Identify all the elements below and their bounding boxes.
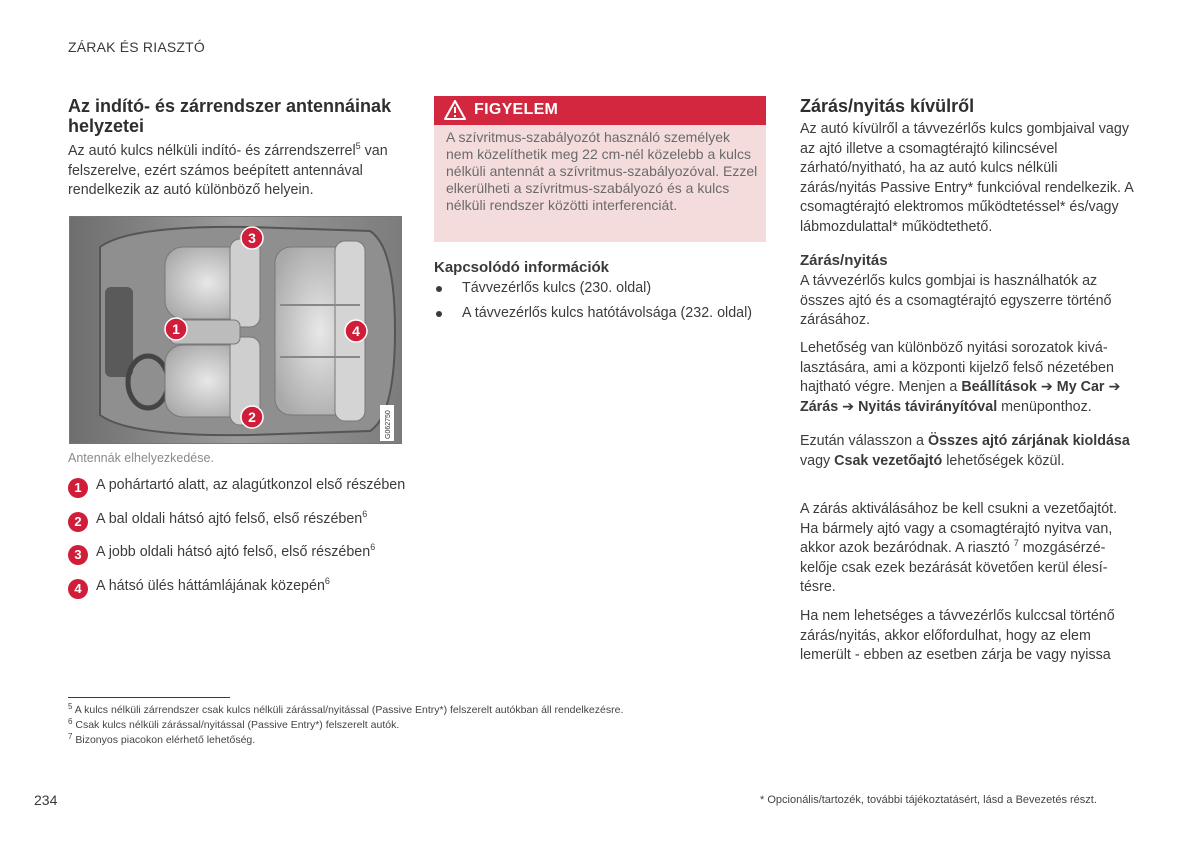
warning-text: A szívritmus-szabályozót használó személyek nem közelíthetik meg 22 cm-nél közelebb a kulcs nélküli antennát a szívritmus-szabályozóval. Ezzel elkerülheti a szívritmus-szabályozó és a kulcs nélküli rendszer közötti interferenciát. [446, 129, 758, 213]
antenna-marker-2 [241, 406, 263, 428]
warning-title: FIGYELEM [474, 101, 559, 118]
antenna-intro-text: Az autó kulcs nélküli indító- és zárrendszerrel$^5$ van felszerelve, ezért számos beépített antennával rendelkezik az autó különböző helyein. [68, 141, 388, 198]
locking-paragraph-5: Ha nem lehetséges a távvezérlős kulccsal történő zárás/nyitás, akkor előfordulhat, hogy az elem lemerült - ebben az esetben zárja be vagy nyissa [800, 608, 1115, 663]
bullet-icon [436, 286, 442, 292]
number-badge: 3 [68, 545, 88, 565]
list-item: 1 A pohártartó alatt, az alagútkonzol első részében [68, 476, 408, 496]
bullet-icon [436, 311, 442, 317]
figure-caption: Antennák elhelyezkedése. [68, 451, 214, 465]
number-badge: 2 [68, 512, 88, 532]
figure-code: G062750 [385, 410, 392, 439]
antenna-marker-1 [165, 318, 187, 340]
locking-subtitle: Zárás/nyitás [800, 252, 888, 269]
list-item: 3 A jobb oldali hátsó ajtó felső, első részében$^6$ [68, 543, 408, 563]
antenna-section-title: Az indító- és zárrendszer antennáinak helyzetei [68, 96, 392, 136]
list-item: 4 A hátsó ülés háttámlájának közepén$^6$ [68, 577, 408, 597]
svg-text:3: 3 [248, 230, 256, 246]
svg-text:4: 4 [352, 323, 360, 339]
footer-note: * Opcionális/tartozék, további tájékoztatásért, lásd a Bevezetés részt. [760, 794, 1097, 806]
footnote-ref[interactable]: 6 [324, 575, 330, 586]
list-item: 2 A bal oldali hátsó ajtó felső, első részében$^6$ [68, 510, 408, 530]
page-number: 234 [34, 792, 58, 808]
antenna-location-list [68, 476, 408, 610]
antenna-marker-3 [241, 227, 263, 249]
locking-paragraph-1: A távvezérlős kulcs gombjai is használhatók az összes ajtó és a csomagtérajtó egyszerre történő zárásához. [800, 273, 1112, 328]
footnote: $^7$ Bizonyos piacokon elérhető lehetőség. [68, 732, 256, 746]
locking-paragraph-4: A zárás aktiválásához be kell csukni a vezetőajtót. Ha bármely ajtó vagy a csomagtérajtó nyitva van, akkor azok bezáródnak. A riasztó $^7$ mozgásérzékelője csak ezek bezárását követően kerül élesítésre. [800, 501, 1118, 595]
footnote-ref[interactable]: 6 [370, 542, 376, 552]
related-link[interactable]: A távvezérlős kulcs hatótávolsága (232. oldal) [434, 304, 754, 323]
locking-paragraph-2: Lehetőség van különböző nyitási sorozatok kiválasztására, ami a központi kijelző felső nézetében hajtható végre. Menjen a Beállítások ➔ My Car ➔ Zárás ➔ Nyitás távirányítóval menüponthoz. [800, 340, 1121, 415]
antenna-marker-4 [345, 320, 367, 342]
footnotes [68, 703, 623, 748]
footnote-ref[interactable]: 6 [362, 508, 368, 519]
warning-triangle-icon [444, 100, 466, 120]
footnote: $^5$ A kulcs nélküli zárrendszer csak kulcs nélküli zárással/nyitással (Passive Entry*) felszerelt autókban áll rendelkezésre. [68, 702, 624, 716]
footnote-ref[interactable]: 5 [355, 141, 361, 151]
number-badge: 4 [68, 579, 88, 599]
section-header: ZÁRAK ÉS RIASZTÓ [68, 39, 205, 55]
number-badge: 1 [68, 478, 88, 498]
locking-paragraph-3: Ezután válasszon a Összes ajtó zárjának kioldása vagy Csak vezetőajtó lehetőségek közül. [800, 433, 1130, 469]
car-interior-figure [69, 216, 402, 444]
footnote-ref[interactable]: 7 [1013, 538, 1019, 548]
related-info-list [434, 279, 754, 329]
svg-text:2: 2 [248, 409, 256, 425]
locking-section-title: Zárás/nyitás kívülről [800, 96, 975, 116]
svg-text:1: 1 [172, 321, 180, 337]
car-topview-illustration [70, 217, 402, 444]
footnote-divider [68, 697, 230, 698]
locking-intro: Az autó kívülről a távvezérlős kulcs gombjaival vagy az ajtó illetve a csomagtérajtó kilincsével zárható/nyitható, ha az autó kulcs nélküli zárás/nyitás Passive Entry* funkcióval rendelkezik. A csomagtérajtó elektromos működtetéssel* és/vagy lábmozdulattal* működtethető. [800, 121, 1133, 235]
warning-box [434, 96, 766, 242]
warning-header [434, 96, 766, 125]
related-link[interactable]: Távvezérlős kulcs (230. oldal) [434, 279, 754, 298]
related-info-title: Kapcsolódó információk [434, 259, 610, 276]
footnote: $^6$ Csak kulcs nélküli zárással/nyitással (Passive Entry*) felszerelt autók. [68, 717, 400, 731]
